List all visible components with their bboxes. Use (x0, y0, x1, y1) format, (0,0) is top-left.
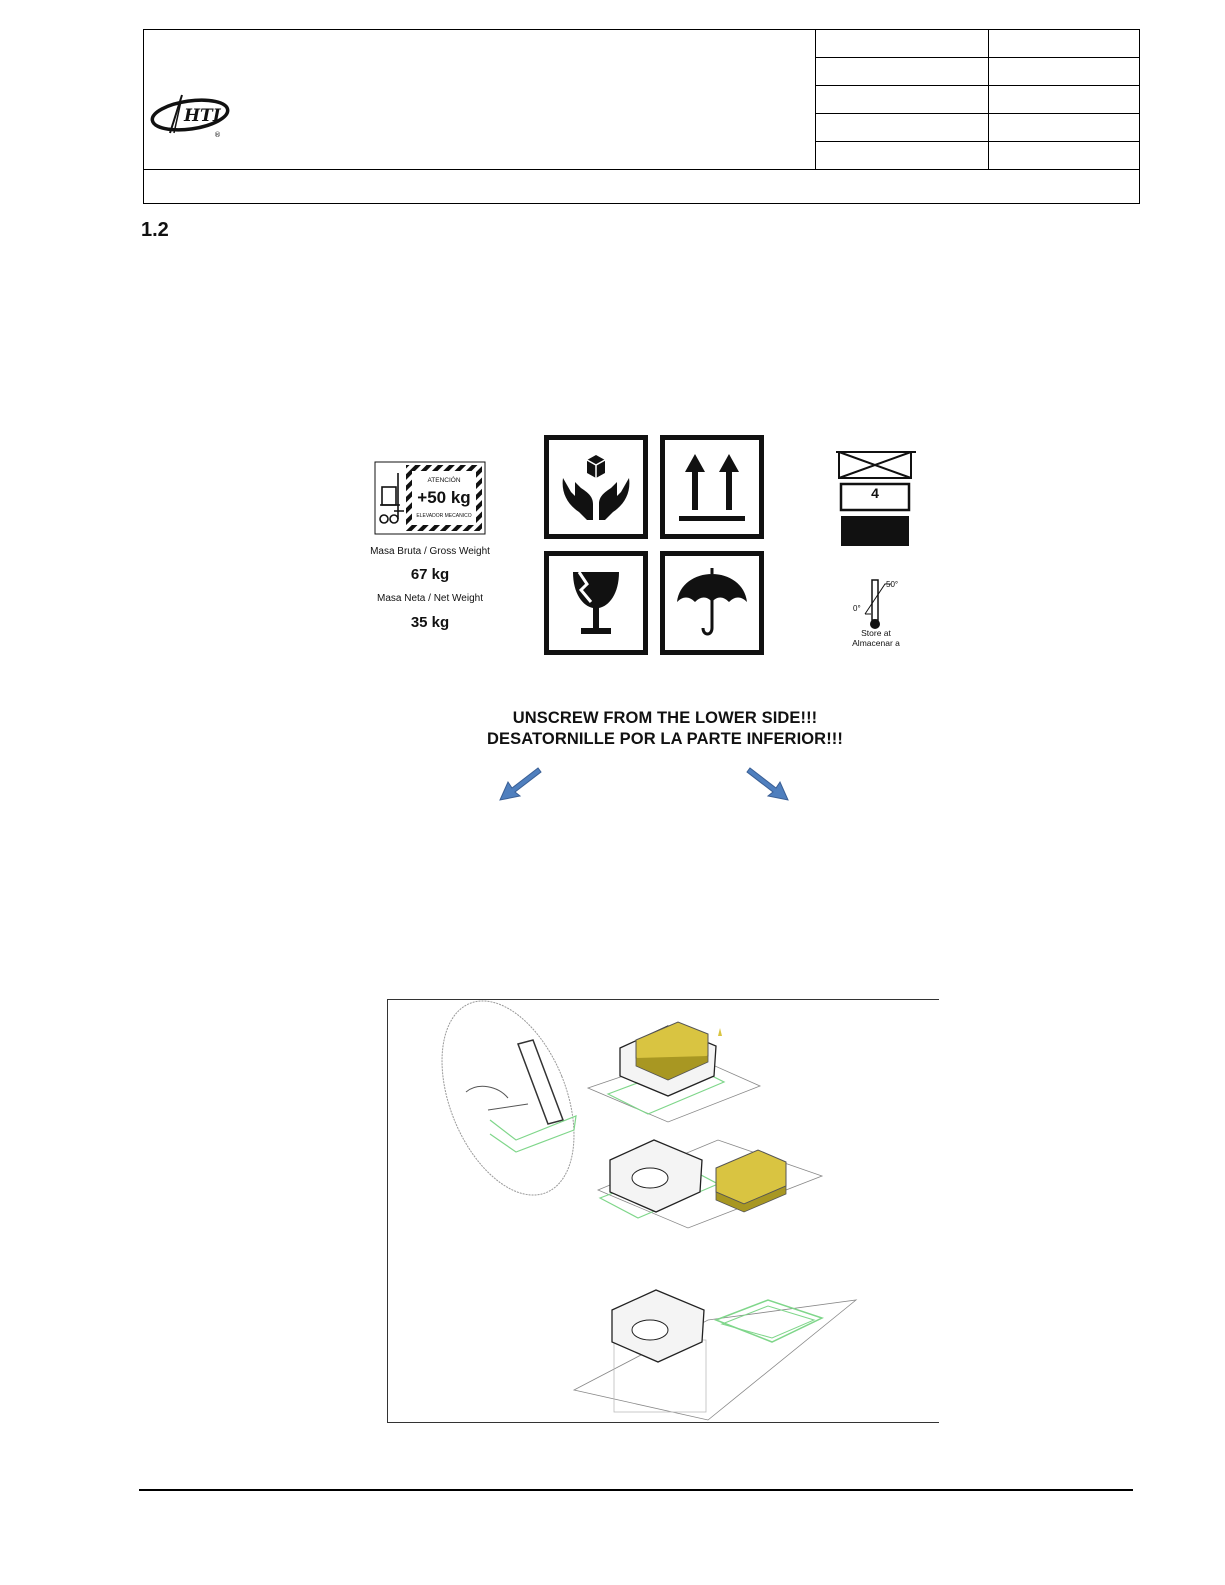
stack-limit-number: 4 (871, 485, 879, 501)
header-info-grid (815, 29, 1140, 170)
this-way-up-icon (660, 435, 764, 539)
company-logo (148, 93, 234, 143)
header-grid-row (815, 85, 1140, 86)
store-at-label: Store at (861, 628, 891, 638)
footer-rule (139, 1489, 1133, 1491)
weight-card-subtitle: ELEVADOR MECANICO (416, 513, 472, 519)
logo-registered-mark: ® (214, 131, 221, 139)
net-weight-label: Masa Neta / Net Weight (377, 593, 483, 604)
gross-weight-value: 67 kg (410, 566, 450, 583)
gross-weight-label: Masa Bruta / Gross Weight (370, 546, 490, 557)
warning-text-english: UNSCREW FROM THE LOWER SIDE!!! (512, 709, 818, 727)
logo-text: HTI (184, 106, 221, 126)
header-grid-row (815, 113, 1140, 114)
section-number: 1.2 (141, 219, 169, 241)
header-grid-row (815, 57, 1140, 58)
weight-card-title: ATENCIÓN (427, 477, 461, 484)
arrow-down-right-icon (746, 764, 790, 802)
handle-with-care-icon (544, 435, 648, 539)
warning-text-spanish: DESATORNILLE POR LA PARTE INFERIOR!!! (486, 730, 843, 748)
header-grid-column (988, 29, 989, 170)
fragile-icon (544, 551, 648, 655)
temperature-max: 50° (886, 580, 899, 589)
temperature-min: 0° (853, 604, 861, 613)
almacenar-label: Almacenar a (852, 638, 900, 648)
arrow-down-left-icon (498, 764, 542, 802)
heavy-load-label (374, 461, 486, 535)
keep-dry-icon (660, 551, 764, 655)
unpacking-illustration (387, 999, 939, 1423)
header-grid-row (815, 141, 1140, 142)
net-weight-value: 35 kg (410, 614, 450, 631)
weight-card-weight: +50 kg (417, 488, 471, 507)
